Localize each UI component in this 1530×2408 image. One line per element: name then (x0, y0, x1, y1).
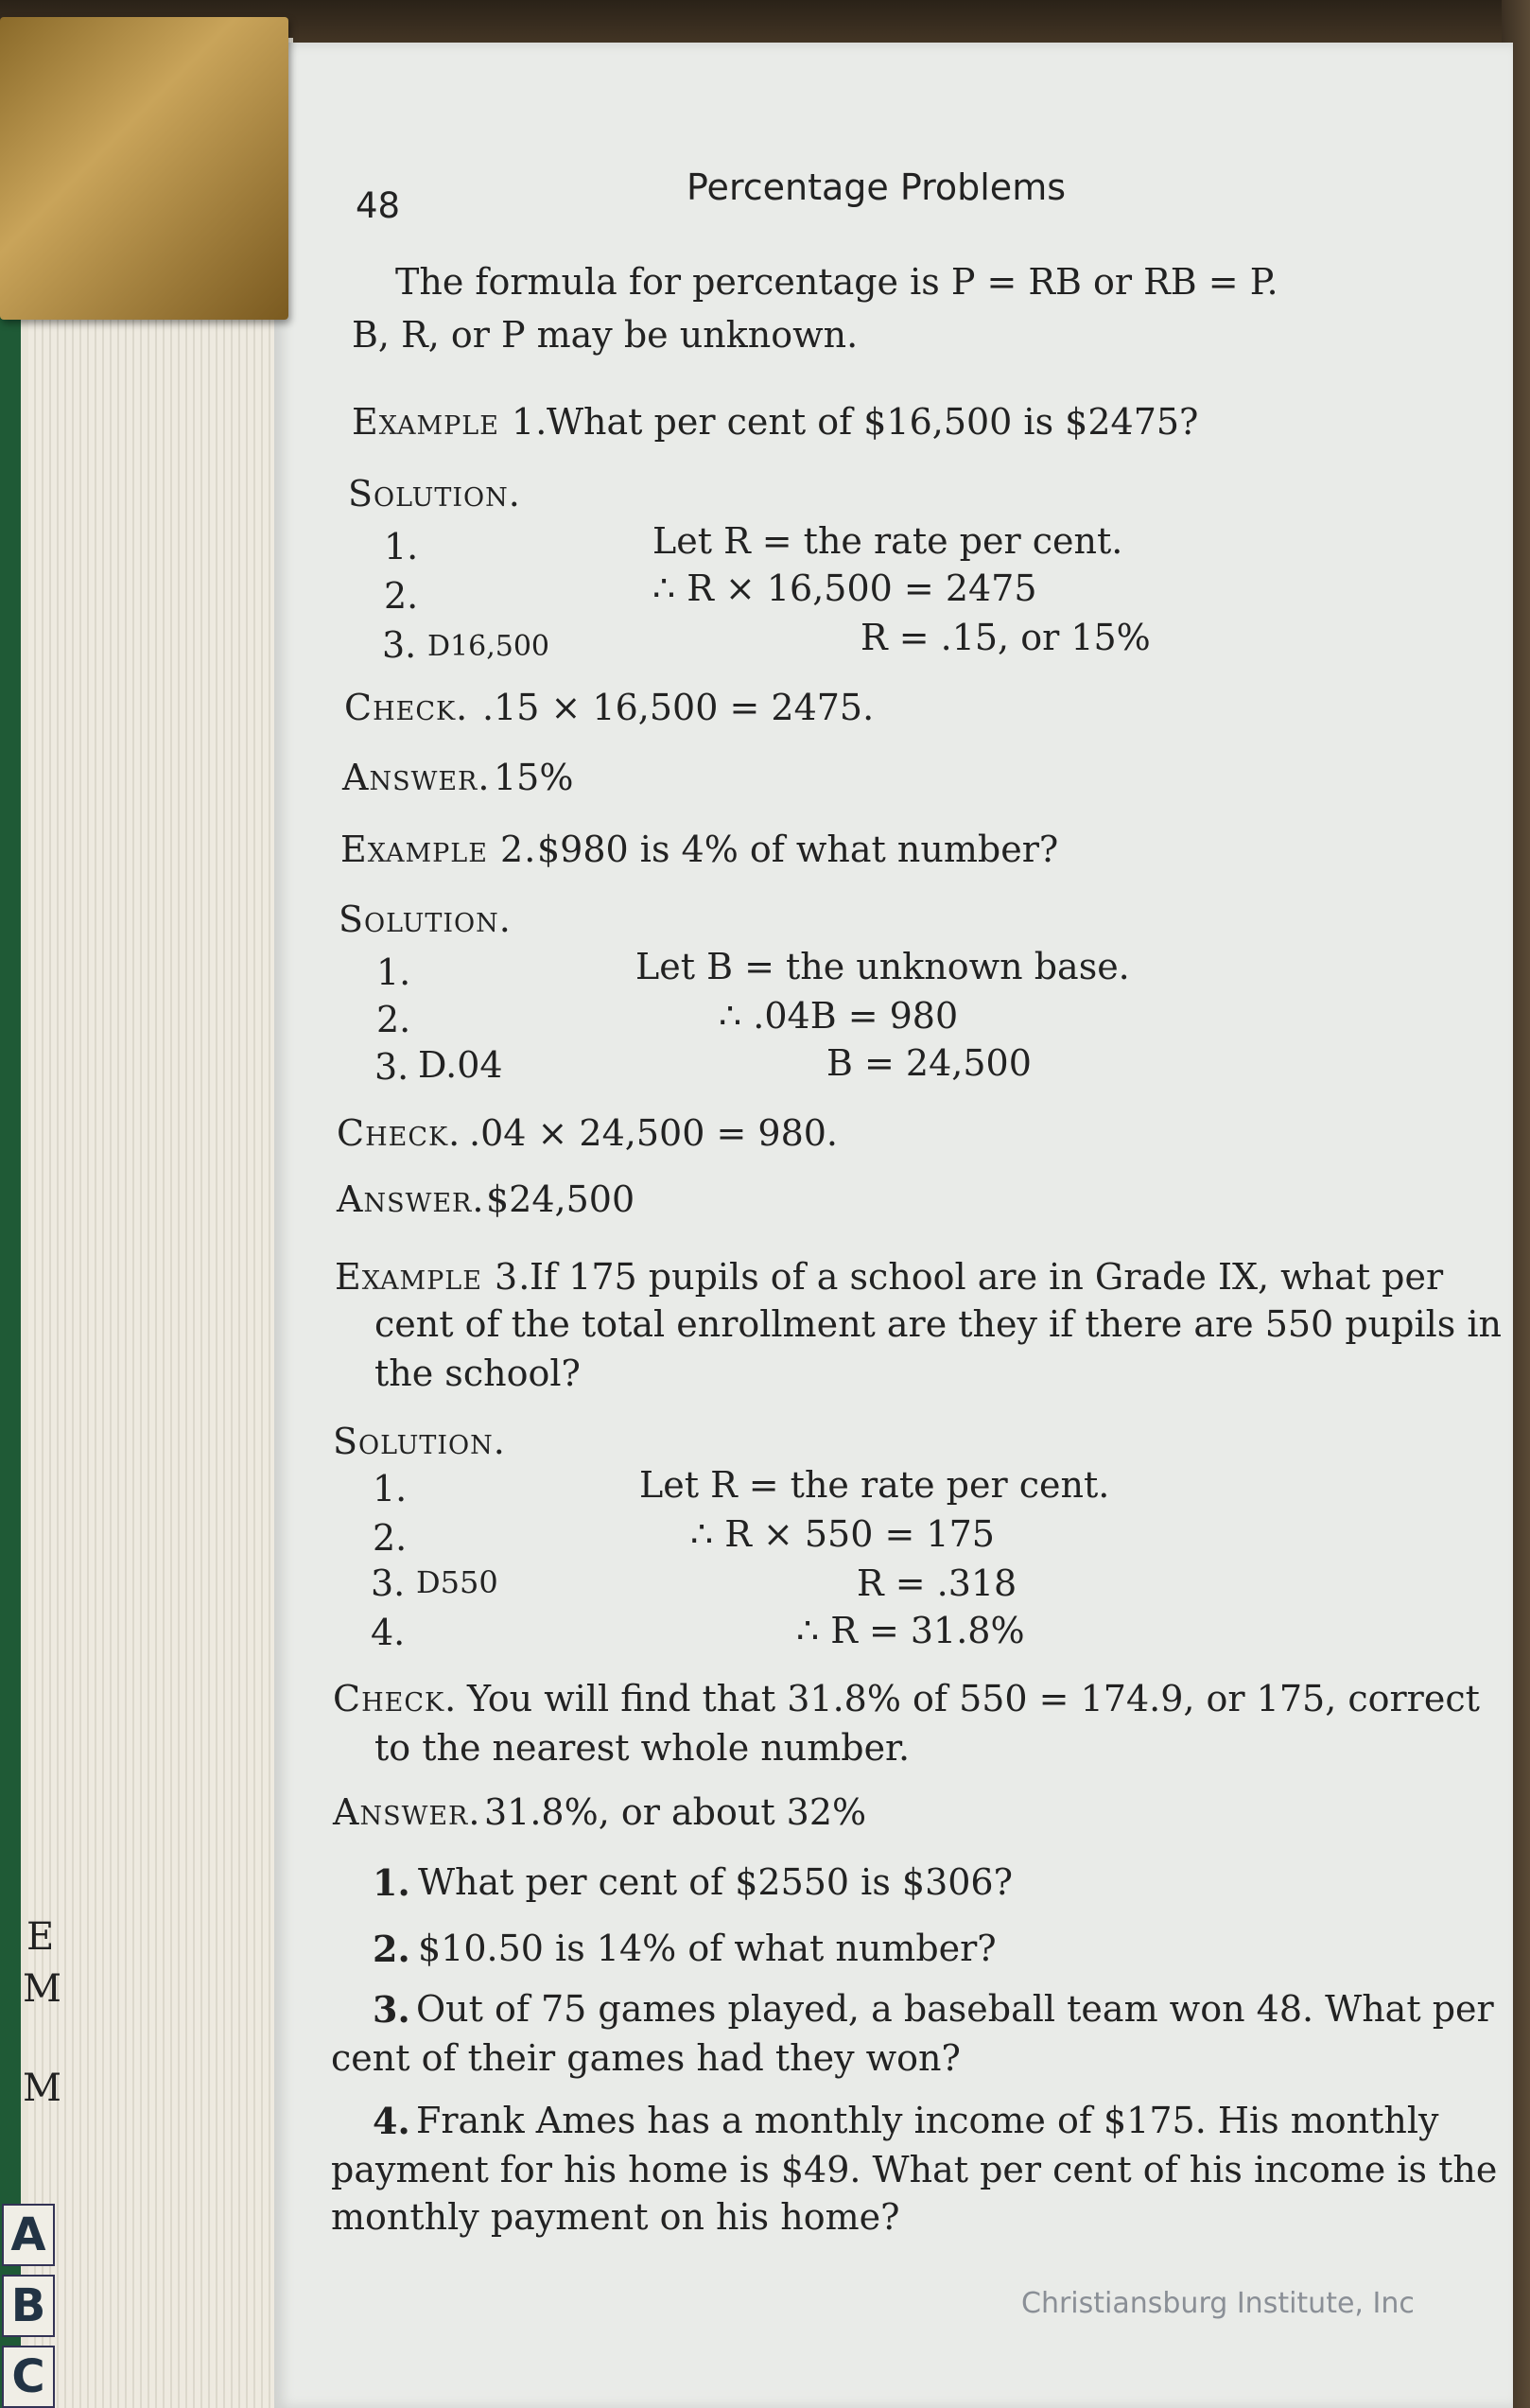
step-number: 2. (376, 999, 411, 1040)
step-expression: ∴ R × 550 = 175 (690, 1513, 995, 1555)
step-expression: ∴ R × 16,500 = 2475 (652, 567, 1037, 609)
example-question: If 175 pupils of a school are in Grade IX, what per (530, 1256, 1444, 1298)
exercise-text: cent of their games had they won? (331, 2037, 961, 2079)
step-expression: Let R = the rate per cent. (639, 1464, 1110, 1506)
step-expression: ∴ R = 31.8% (796, 1610, 1025, 1651)
page-title: Percentage Problems (687, 166, 1067, 208)
page-number: 48 (356, 185, 401, 226)
example-question: the school? (374, 1352, 581, 1394)
exercise-text: $10.50 is 14% of what number? (418, 1928, 997, 1969)
check-label: Check. (337, 1112, 461, 1154)
check-label: Check. (333, 1678, 458, 1719)
answer-text: 15% (494, 757, 574, 798)
step-expression: R = .318 (857, 1562, 1017, 1604)
index-tab-b[interactable]: B (2, 2275, 55, 2337)
exercise-text: Frank Ames has a monthly income of $175. His monthly (416, 2100, 1439, 2141)
answer-label: Answer. (333, 1791, 481, 1833)
answer-label: Answer. (337, 1178, 485, 1220)
step-expression: Let B = the unknown base. (635, 946, 1130, 987)
solution-label: Solution. (333, 1421, 506, 1462)
step-expression: Let R = the rate per cent. (652, 520, 1123, 562)
step-number: 1. (373, 1468, 408, 1509)
check-text: to the nearest whole number. (374, 1727, 911, 1769)
step-expression: B = 24,500 (826, 1042, 1032, 1084)
check-text: .04 × 24,500 = 980. (469, 1112, 839, 1154)
example-heading: Example 2. (340, 829, 537, 870)
step-number: 1. (384, 526, 419, 567)
side-letter: M (23, 1967, 61, 2011)
step-number: 2. (384, 575, 419, 617)
exercise-number: 4. (373, 2100, 410, 2142)
index-tab-c[interactable]: C (2, 2346, 55, 2408)
step-number: 3. (374, 1046, 409, 1088)
example-heading: Example 1. (352, 401, 548, 443)
step-expression: R = .15, or 15% (861, 617, 1151, 658)
exercise-number: 2. (373, 1928, 410, 1970)
exercise-number: 1. (373, 1861, 410, 1904)
answer-text: 31.8%, or about 32% (484, 1791, 867, 1833)
check-text: .15 × 16,500 = 2475. (482, 687, 875, 728)
exercise-text: Out of 75 games played, a baseball team won 48. What per (416, 1988, 1494, 2030)
side-letter: E (26, 1915, 55, 1959)
exercise-number: 3. (373, 1988, 410, 2031)
check-text: You will find that 31.8% of 550 = 174.9, or 175, correct (467, 1678, 1480, 1719)
step-expression: ∴ .04B = 980 (719, 995, 959, 1037)
answer-label: Answer. (342, 757, 491, 798)
example-question: $980 is 4% of what number? (537, 829, 1059, 870)
solution-label: Solution. (348, 473, 521, 515)
example-question: What per cent of $16,500 is $2475? (547, 401, 1199, 443)
division-label: D550 (416, 1564, 498, 1600)
side-letter: M (23, 2067, 61, 2110)
answer-text: $24,500 (486, 1178, 635, 1220)
example-question: cent of the total enrollment are they if there are 550 pupils in (374, 1303, 1502, 1345)
check-label: Check. (344, 687, 469, 728)
step-number: 2. (373, 1517, 408, 1559)
intro-line: The formula for percentage is P = RB or RB = P. (395, 261, 1278, 303)
index-tab-a[interactable]: A (2, 2204, 55, 2266)
intro-line: B, R, or P may be unknown. (352, 314, 859, 356)
step-number: 4. (371, 1612, 406, 1653)
exercise-text: monthly payment on his home? (331, 2196, 900, 2238)
step-number: 1. (376, 951, 411, 993)
watermark: Christiansburg Institute, Inc (1021, 2287, 1415, 2320)
exercise-text: What per cent of $2550 is $306? (418, 1861, 1013, 1903)
page-edges (28, 38, 293, 2408)
exercise-text: payment for his home is $49. What per cent of his income is the (331, 2149, 1498, 2190)
division-label: D16,500 (427, 630, 550, 663)
division-label: D.04 (418, 1044, 503, 1086)
example-heading: Example 3. (335, 1256, 531, 1298)
step-number: 3. (382, 624, 417, 666)
solution-label: Solution. (339, 899, 512, 940)
step-number: 3. (371, 1562, 406, 1604)
gold-bookmark-tab (0, 17, 288, 320)
